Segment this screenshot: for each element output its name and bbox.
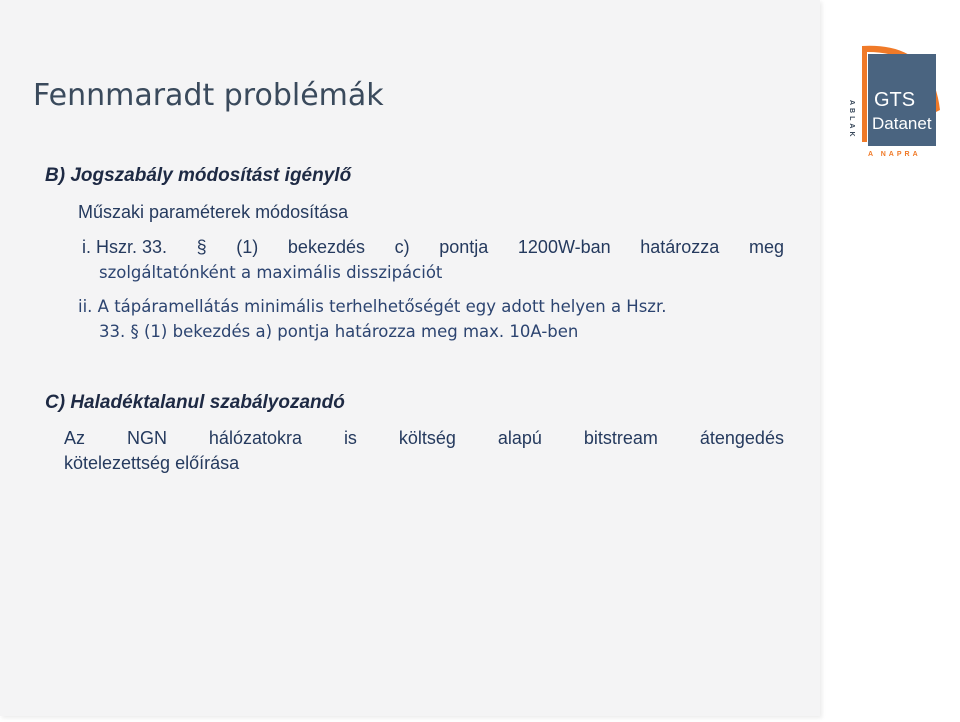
- section-c-line1: [64, 428, 784, 449]
- logo-caption: A NAPRA: [868, 151, 921, 158]
- word: pontja: [439, 237, 489, 257]
- word: bekezdés: [287, 237, 365, 257]
- section-b-heading: B) Jogszabály módosítást igénylő: [45, 165, 352, 186]
- word: Az: [64, 428, 86, 448]
- section-c-line2: kötelezettség előírása: [64, 453, 240, 473]
- word: határozza: [640, 237, 720, 257]
- item-i-line1: [82, 237, 784, 258]
- section-sign: §: [196, 237, 207, 257]
- page-title: Fennmaradt problémák: [33, 78, 384, 113]
- word: is: [343, 428, 357, 448]
- gts-datanet-logo: [842, 40, 942, 160]
- word: c): [394, 237, 410, 257]
- logo-bottom-text: Datanet: [872, 114, 932, 133]
- word: alapú: [497, 428, 542, 448]
- word: i. Hszr. 33.: [82, 237, 168, 257]
- item-i-line2: szolgáltatónként a maximális disszipációt: [99, 263, 443, 282]
- word: átengedés: [699, 428, 784, 448]
- logo-orange-bar: [862, 46, 867, 142]
- section-b-subheading: Műszaki paraméterek módosítása: [78, 202, 349, 222]
- item-ii-line2: 33. § (1) bekezdés a) pontja határozza meg max. 10A-ben: [99, 322, 579, 341]
- word: költség: [398, 428, 456, 448]
- word: 1200W-ban: [517, 237, 611, 257]
- logo-vertical-text: ABLAK: [848, 100, 855, 140]
- word: hálózatokra: [208, 428, 302, 448]
- logo-top-text: GTS: [874, 89, 916, 111]
- word: meg: [748, 237, 784, 257]
- word: (1): [236, 237, 259, 257]
- item-ii-line1: ii. A tápáramellátás minimális terhelhetőségét egy adott helyen a Hszr.: [78, 297, 667, 316]
- word: bitstream: [583, 428, 658, 448]
- word: NGN: [126, 428, 167, 448]
- logo-graphic: [842, 40, 942, 160]
- section-c-heading: C) Haladéktalanul szabályozandó: [45, 392, 345, 413]
